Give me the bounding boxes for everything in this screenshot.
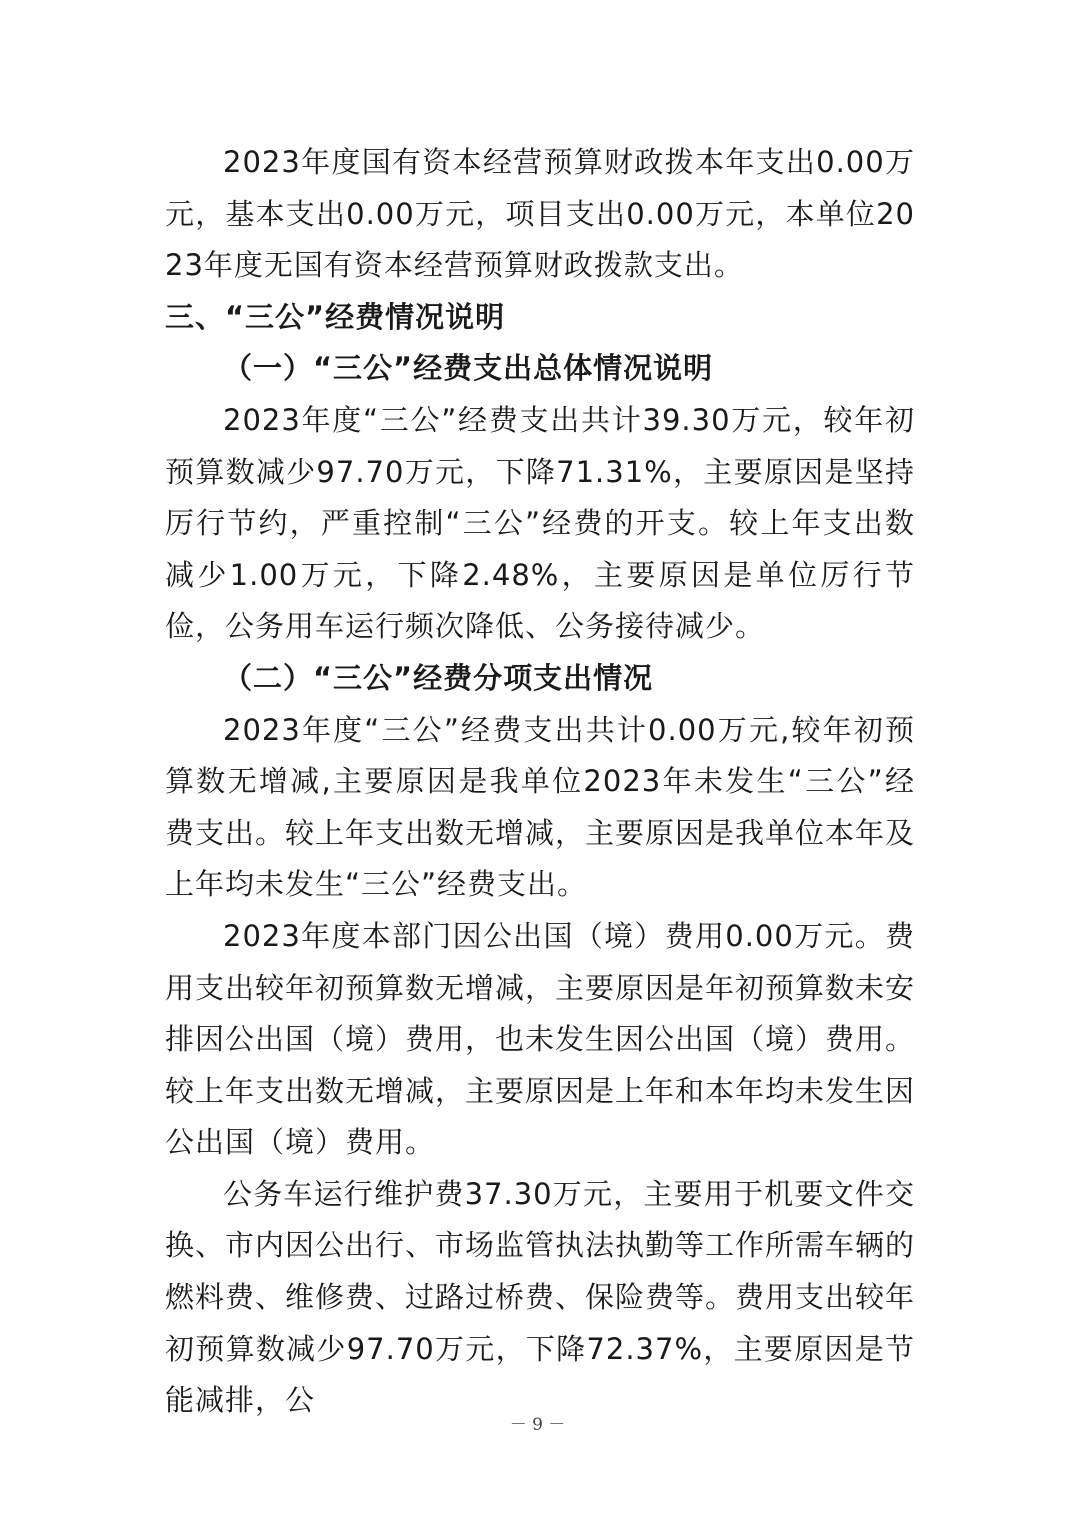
- subheading-itemized-expenditure: （二）“三公”经费分项支出情况: [223, 660, 654, 695]
- page-number: － 9 －: [509, 1415, 566, 1435]
- paragraph-vehicle-maintenance: 公务车运行维护费37.30万元，主要用于机要文件交换、市内因公出行、市场监管执法执勤等工作所需车辆的燃料费、维修费、过路过桥费、保险费等。费用支出较年初预算数减少97.70万元，下降72.37%，主要原因是节能减排，公: [165, 1176, 916, 1418]
- paragraph-state-capital-budget: 2023年度国有资本经营预算财政拨本年支出0.00万元，基本支出0.00万元，项目支出0.00万元，本单位2023年度无国有资本经营预算财政拨款支出。: [165, 145, 915, 283]
- paragraph-overseas-travel: 2023年度本部门因公出国（境）费用0.00万元。费用支出较年初预算数无增减，主要原因是年初预算数未安排因公出国（境）费用，也未发生因公出国（境）费用。较上年支出数无增减，主要原因是上年和本年均未发生因公出国（境）费用。: [165, 918, 916, 1160]
- section-heading-three-public-funds: 三、“三公”经费情况说明: [165, 299, 506, 334]
- document-body: [165, 137, 915, 1427]
- subheading-overall-expenditure: （一）“三公”经费支出总体情况说明: [223, 351, 714, 386]
- paragraph-itemized-expenditure: 2023年度“三公”经费支出共计0.00万元,较年初预算数无增减,主要原因是我单位2023年未发生“三公”经费支出。较上年支出数无增减，主要原因是我单位本年及上年均未发生“三公”经费支出。: [165, 712, 916, 902]
- paragraph-overall-expenditure: 2023年度“三公”经费支出共计39.30万元，较年初预算数减少97.70万元，下降71.31%，主要原因是坚持厉行节约，严重控制“三公”经费的开支。较上年支出数减少1.00万元，下降2.48%，主要原因是单位厉行节俭，公务用车运行频次降低、公务接待减少。: [165, 402, 915, 644]
